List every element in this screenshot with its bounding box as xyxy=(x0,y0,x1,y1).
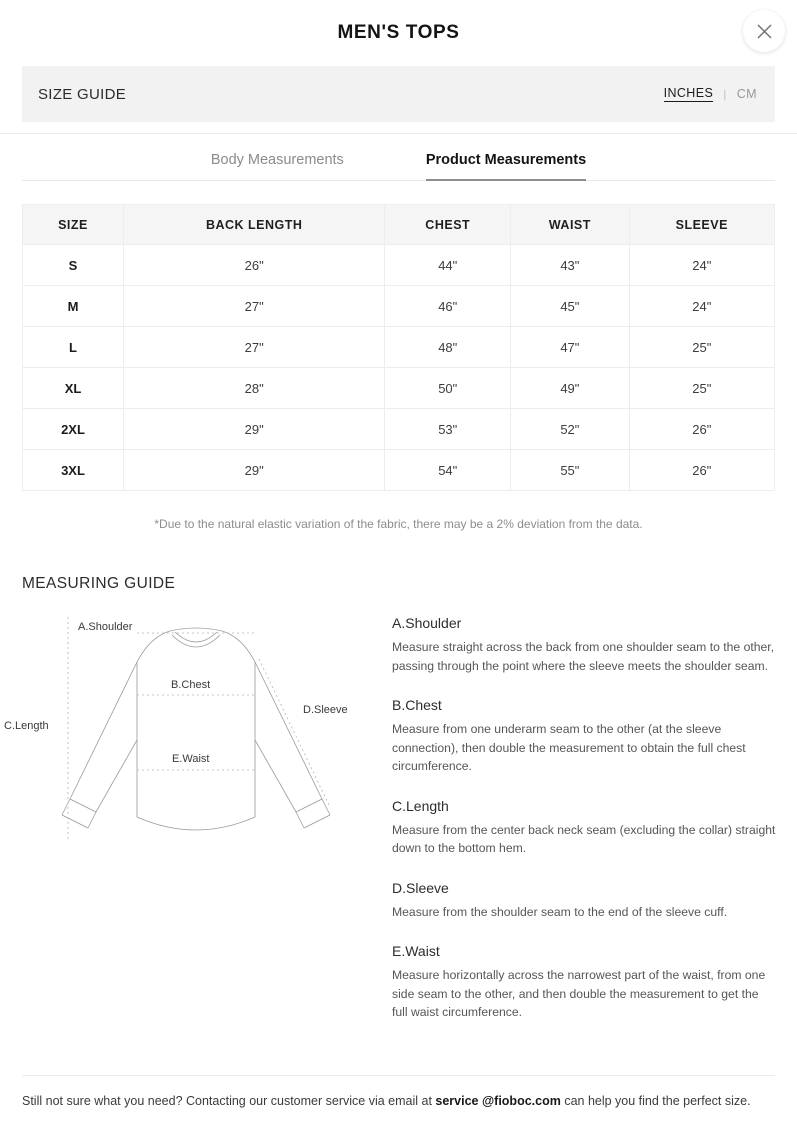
cell-waist: 52" xyxy=(511,409,629,450)
measuring-item-chest xyxy=(392,697,777,776)
table-header-row xyxy=(23,205,775,245)
footer-help-text xyxy=(22,1094,775,1108)
cell-chest: 53" xyxy=(385,409,511,450)
table-row xyxy=(23,327,775,368)
cell-chest: 46" xyxy=(385,286,511,327)
table-row xyxy=(23,450,775,491)
close-icon xyxy=(756,23,773,40)
tabs-divider xyxy=(22,180,775,181)
measuring-item-title: B.Chest xyxy=(392,697,442,714)
table-row xyxy=(23,245,775,286)
diagram-label-shoulder: A.Shoulder xyxy=(78,621,133,633)
cell-waist: 43" xyxy=(511,245,629,286)
column-header-waist: WAIST xyxy=(511,205,629,245)
measuring-item-title: E.Waist xyxy=(392,943,440,960)
measurement-tabs xyxy=(22,134,775,180)
cell-chest: 54" xyxy=(385,450,511,491)
cell-back-length: 28" xyxy=(124,368,385,409)
measuring-item-description: Measure from one underarm seam to the other (at the sleeve connection), then double the measurement to obtain the full chest circumference. xyxy=(392,722,746,774)
cell-size: L xyxy=(23,327,124,368)
modal-header xyxy=(0,0,797,66)
size-table-body xyxy=(23,245,775,491)
cell-back-length: 27" xyxy=(124,286,385,327)
size-guide-bar xyxy=(22,66,775,122)
cell-sleeve: 26" xyxy=(629,450,774,491)
size-guide-label: SIZE GUIDE xyxy=(38,85,127,103)
table-row xyxy=(23,409,775,450)
table-row xyxy=(23,368,775,409)
cell-waist: 49" xyxy=(511,368,629,409)
measuring-item-sleeve xyxy=(392,880,777,922)
footer-suffix: can help you find the perfect size. xyxy=(560,1094,751,1108)
size-table xyxy=(22,204,775,491)
support-email[interactable]: service @fioboc.com xyxy=(435,1094,561,1108)
cell-back-length: 26" xyxy=(124,245,385,286)
close-button[interactable] xyxy=(743,10,785,52)
page-title: MEN'S TOPS xyxy=(337,22,460,43)
unit-toggle xyxy=(664,86,757,102)
tab-product-measurements[interactable]: Product Measurements xyxy=(426,152,586,180)
cell-chest: 50" xyxy=(385,368,511,409)
unit-inches-button[interactable]: INCHES xyxy=(663,86,714,100)
cell-sleeve: 26" xyxy=(629,409,774,450)
cell-sleeve: 25" xyxy=(629,368,774,409)
cell-waist: 47" xyxy=(511,327,629,368)
measuring-guide-title: MEASURING GUIDE xyxy=(22,575,176,592)
cell-sleeve: 24" xyxy=(629,286,774,327)
measuring-item-shoulder xyxy=(392,615,777,675)
measuring-item-length xyxy=(392,798,777,858)
cell-sleeve: 25" xyxy=(629,327,774,368)
measuring-item-title: A.Shoulder xyxy=(392,615,462,631)
cell-sleeve: 24" xyxy=(629,245,774,286)
tab-body-measurements[interactable]: Body Measurements xyxy=(210,152,344,168)
column-header-chest: CHEST xyxy=(385,205,511,245)
cell-size: S xyxy=(23,245,124,286)
cell-size: 3XL xyxy=(23,450,124,491)
diagram-label-waist: E.Waist xyxy=(172,753,210,765)
cell-waist: 55" xyxy=(511,450,629,491)
unit-cm-button[interactable]: CM xyxy=(736,87,757,101)
column-header-size: SIZE xyxy=(23,205,124,245)
diagram-label-sleeve: D.Sleeve xyxy=(303,704,348,716)
measuring-guide-items xyxy=(392,607,797,1022)
table-row xyxy=(23,286,775,327)
measuring-item-description: Measure horizontally across the narrowest part of the waist, from one side seam to the other, and then double the measurement to get the full waist circumference. xyxy=(392,968,766,1020)
cell-waist: 45" xyxy=(511,286,629,327)
cell-back-length: 29" xyxy=(124,450,385,491)
cell-chest: 44" xyxy=(385,245,511,286)
cell-size: M xyxy=(23,286,124,327)
column-header-back-length: BACK LENGTH xyxy=(124,205,385,245)
cell-chest: 48" xyxy=(385,327,511,368)
garment-diagram xyxy=(0,607,392,1022)
fabric-deviation-disclaimer: *Due to the natural elastic variation of the fabric, there may be a 2% deviation from the data. xyxy=(154,517,643,531)
diagram-label-chest: B.Chest xyxy=(171,679,211,691)
measuring-item-description: Measure from the center back neck seam (excluding the collar) straight down to the bottom hem. xyxy=(392,822,776,856)
diagram-label-length: C.Length xyxy=(4,720,49,732)
cell-back-length: 29" xyxy=(124,409,385,450)
footer-prefix: Still not sure what you need? Contacting our customer service via email at xyxy=(22,1094,436,1108)
measuring-item-waist xyxy=(392,943,777,1022)
measuring-item-description: Measure straight across the back from one shoulder seam to the other, passing through the point where the sleeve meets the shoulder seam. xyxy=(392,640,775,673)
cell-size: 2XL xyxy=(23,409,124,450)
measuring-item-title: C.Length xyxy=(392,797,449,814)
size-table-container xyxy=(22,204,775,491)
footer-divider xyxy=(22,1075,775,1076)
column-header-sleeve: SLEEVE xyxy=(629,205,774,245)
unit-separator: | xyxy=(723,87,727,101)
cell-size: XL xyxy=(23,368,124,409)
measuring-item-title: D.Sleeve xyxy=(392,879,449,896)
measuring-item-description: Measure from the shoulder seam to the end of the sleeve cuff. xyxy=(392,904,728,919)
cell-back-length: 27" xyxy=(124,327,385,368)
measuring-guide-body xyxy=(0,607,797,1022)
